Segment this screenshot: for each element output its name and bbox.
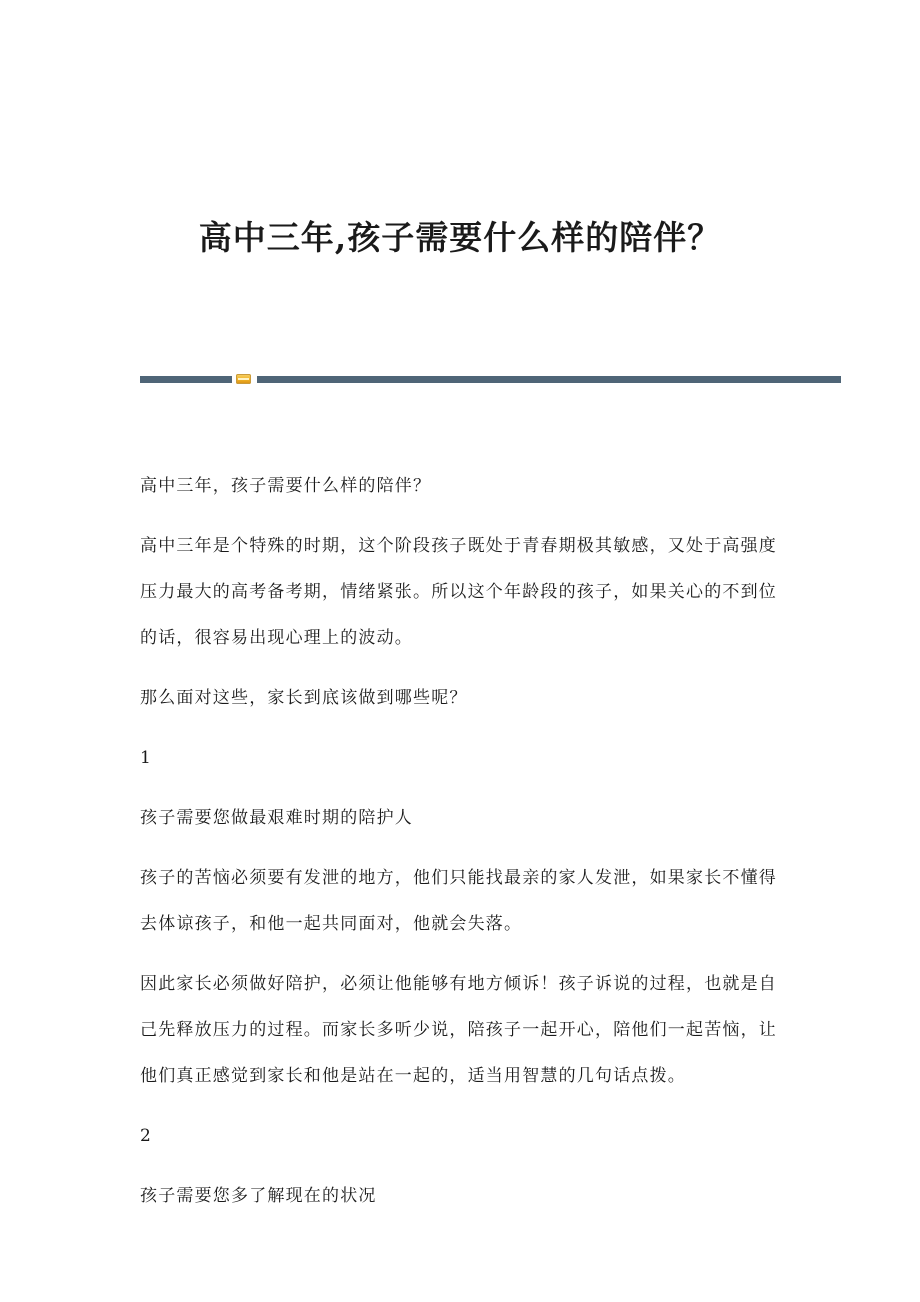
body-heading: 高中三年，孩子需要什么样的陪伴？ xyxy=(140,476,432,496)
body-paragraph: 那么面对这些，家长到底该做到哪些呢？ xyxy=(140,688,468,708)
body-paragraph: 因此家长必须做好陪护，必须让他能够有地方倾诉！孩子诉说的过程，也就是自己先释放压力的过程。而家长多听少说，陪孩子一起开心，陪他们一起苦恼，让他们真正感觉到家长和他是站在一起的，适当用智慧的几句话点拨。 xyxy=(140,974,777,1086)
section-number: 1 xyxy=(140,748,153,768)
body-paragraph: 孩子的苦恼必须要有发泄的地方，他们只能找最亲的家人发泄，如果家长不懂得去体谅孩子，和他一起共同面对，他就会失落。 xyxy=(140,868,777,934)
section-heading: 孩子需要您多了解现在的状况 xyxy=(140,1186,377,1206)
divider-bar-left xyxy=(140,376,232,383)
title-divider xyxy=(140,374,841,384)
body-paragraph: 高中三年是个特殊的时期，这个阶段孩子既处于青春期极其敏感，又处于高强度压力最大的高考备考期，情绪紧张。所以这个年龄段的孩子，如果关心的不到位的话，很容易出现心理上的波动。 xyxy=(140,536,777,648)
section-number: 2 xyxy=(140,1126,153,1146)
section-heading: 孩子需要您做最艰难时期的陪护人 xyxy=(140,808,413,828)
document-body xyxy=(140,463,780,1233)
divider-bar-right xyxy=(257,376,841,383)
document-title: 高中三年,孩子需要什么样的陪伴？ xyxy=(198,218,722,257)
divider-ornament-icon xyxy=(236,374,251,384)
